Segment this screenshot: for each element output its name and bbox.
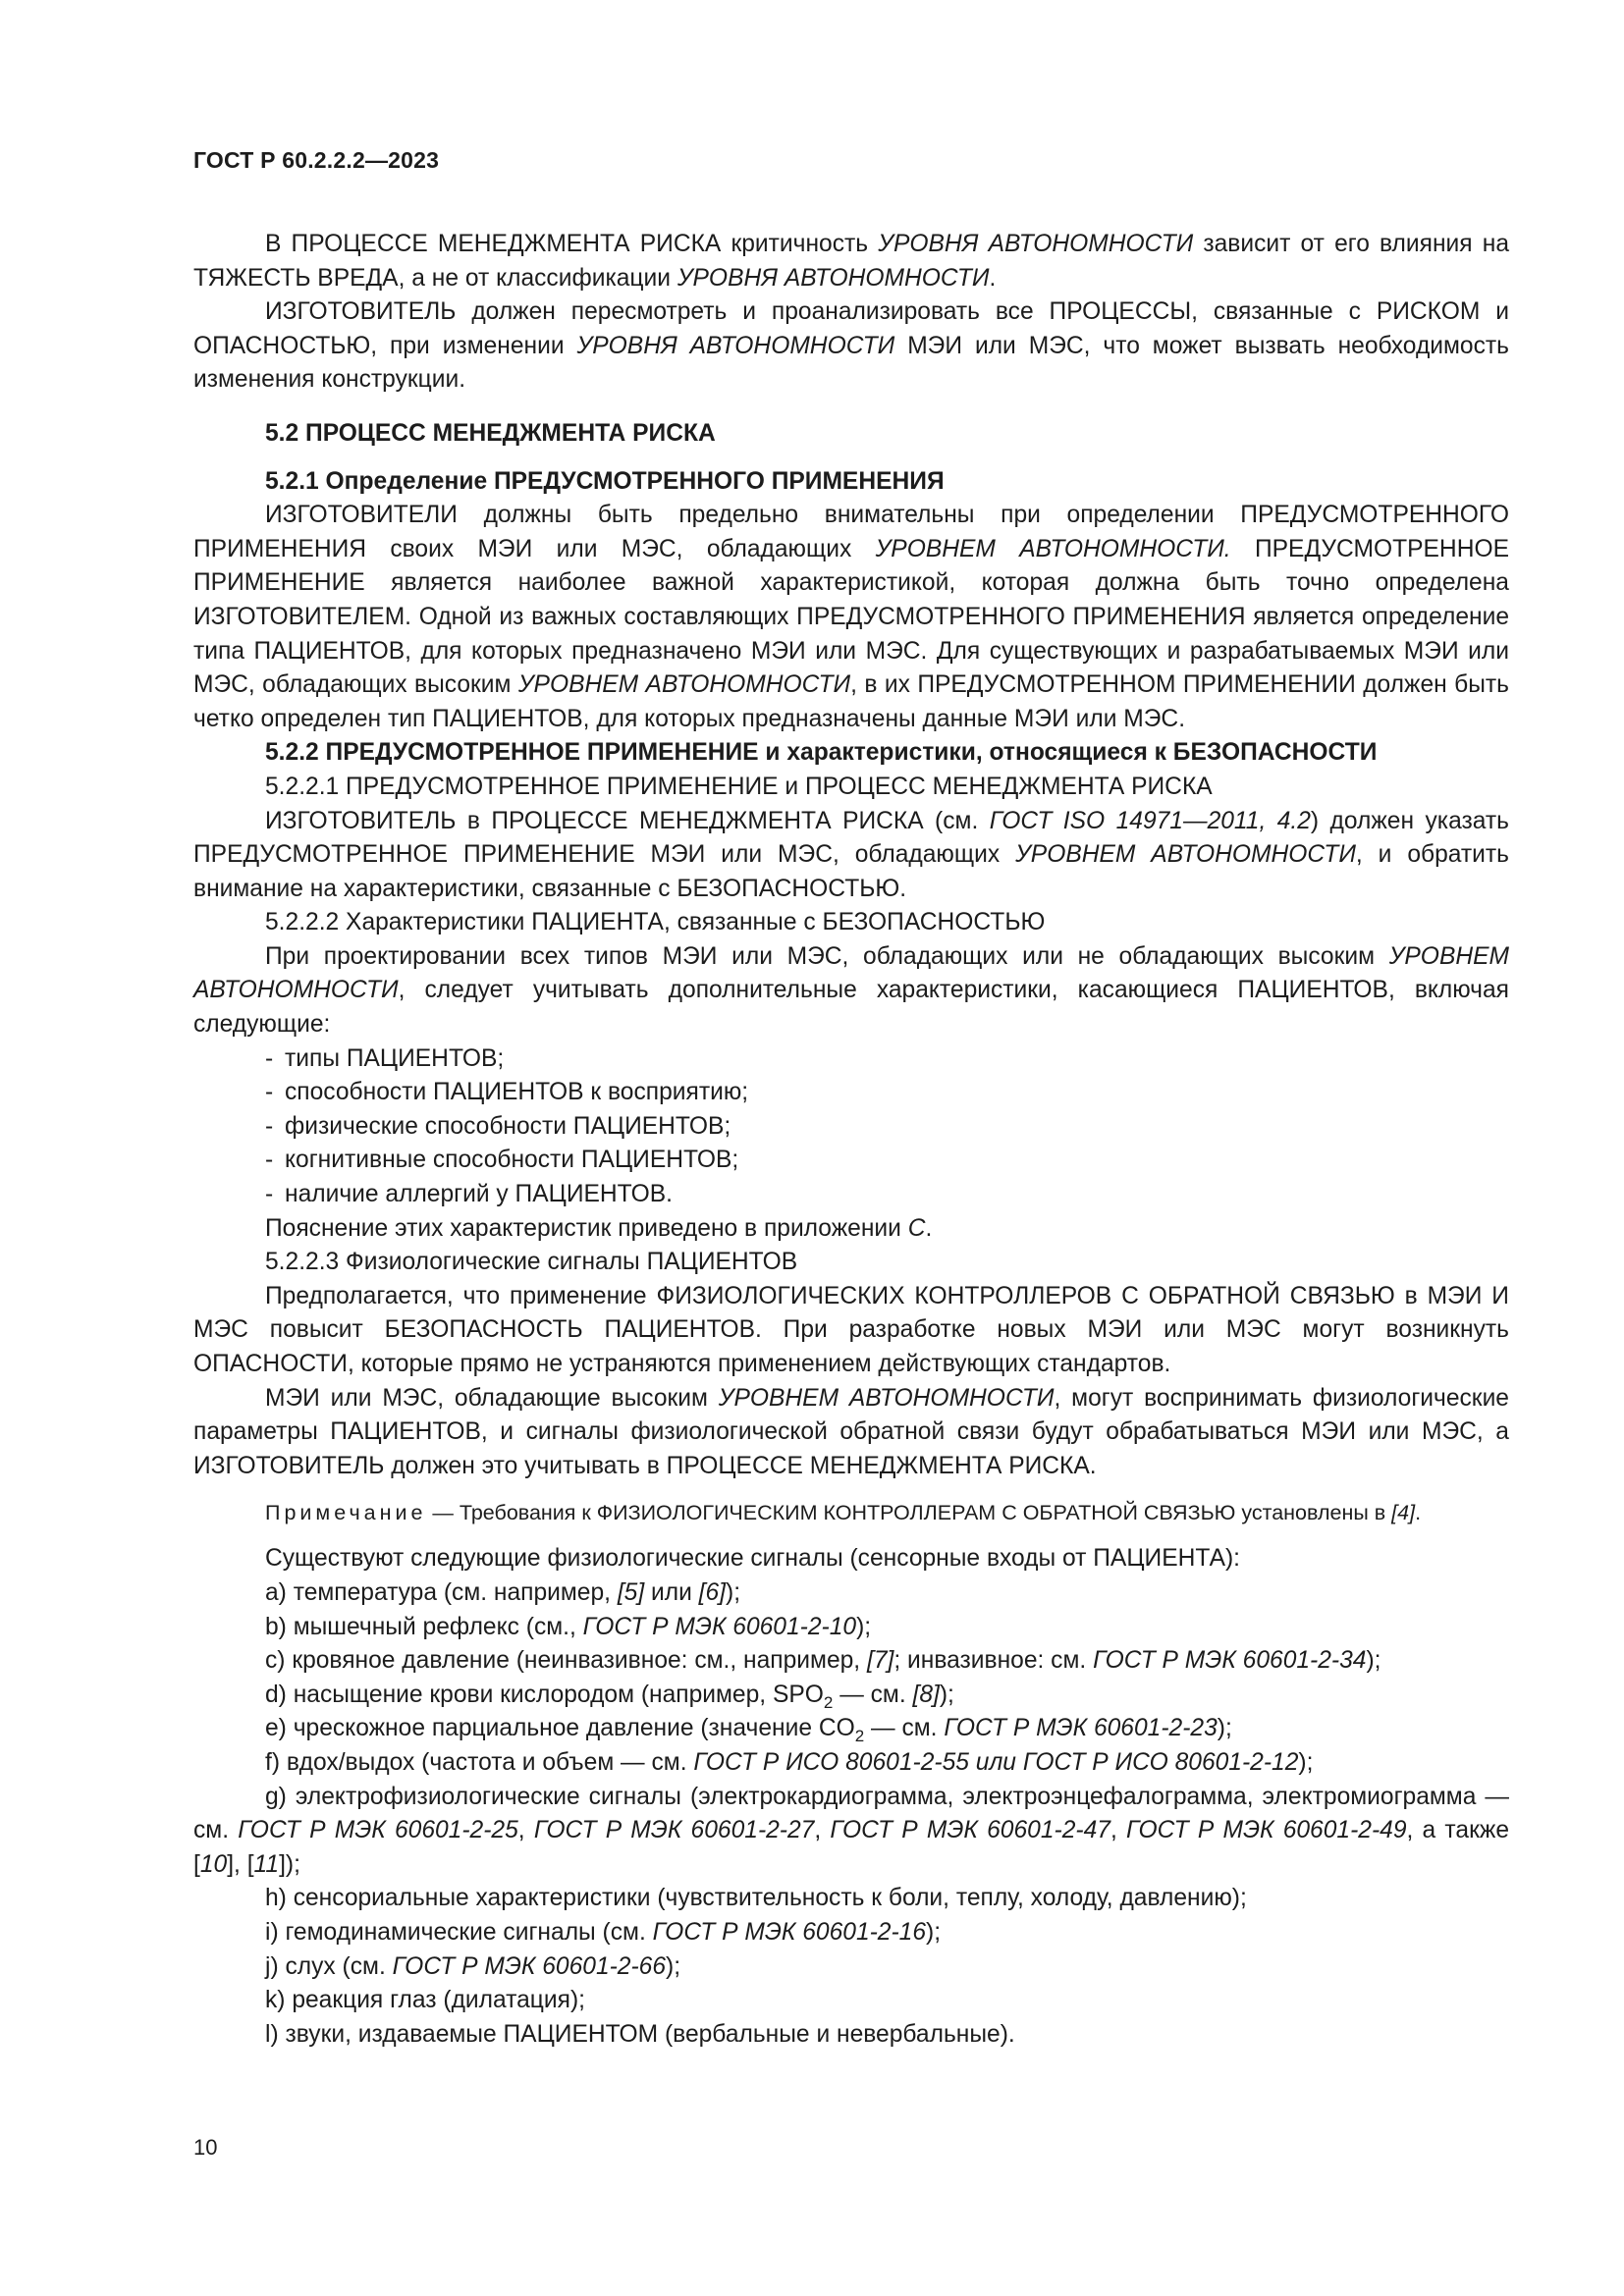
note: Примечание — Требования к ФИЗИОЛОГИЧЕСКИМ КОНТРОЛЛЕРАМ С ОБРАТНОЙ СВЯЗЬЮ установлены в [4]. (265, 1501, 1422, 1525)
subsection-heading-5-2-2-1: 5.2.2.1 ПРЕДУСМОТРЕННОЕ ПРИМЕНЕНИЕ и ПРОЦЕСС МЕНЕДЖМЕНТА РИСКА (265, 773, 1213, 800)
list-item: j) слух (см. ГОСТ Р МЭК 60601-2-66); (265, 1952, 681, 1980)
paragraph: ИЗГОТОВИТЕЛИ должны быть предельно внимательны при определении ПРЕДУСМОТРЕННОГО ПРИМЕНЕНИЯ своих МЭИ или МЭС, обладающих УРОВНЕМ АВТОНОМНОСТИ. ПРЕДУСМОТРЕННОЕ ПРИМЕНЕНИЕ является наиболее важной характеристикой, которая должна быть точно определена ИЗГОТОВИТЕЛЕМ. Одной из важных составляющих ПРЕДУСМОТРЕННОГО ПРИМЕНЕНИЯ является определение типа ПАЦИЕНТОВ, для которых предназначено МЭИ или МЭС. Для существующих и разрабатываемых МЭИ или МЭС, обладающих высоким УРОВНЕМ АВТОНОМНОСТИ, в их ПРЕДУСМОТРЕННОМ ПРИМЕНЕНИИ должен быть четко определен тип ПАЦИЕНТОВ, для которых предназначены данные МЭИ или МЭС. (193, 502, 1509, 732)
paragraph: ИЗГОТОВИТЕЛЬ должен пересмотреть и проанализировать все ПРОЦЕССЫ, связанные с РИСКОМ и ОПАСНОСТЬЮ, при изменении УРОВНЯ АВТОНОМНОСТИ МЭИ или МЭС, что может вызвать необходимость изменения конструкции. (193, 298, 1509, 394)
list-item: e) чрескожное парциальное давление (значение $CO_2$ — см. ГОСТ Р МЭК 60601-2-23); (265, 1715, 1232, 1746)
document-header: ГОСТ Р 60.2.2.2—2023 (193, 147, 440, 173)
list-item: - когнитивные способности ПАЦИЕНТОВ; (265, 1147, 739, 1174)
list-item: k) реакция глаз (дилатация); (265, 1987, 585, 2014)
list-item: d) насыщение крови кислородом (например, $SPO_2$ — см. [8]); (265, 1681, 954, 1712)
page-number: 10 (193, 2135, 218, 2160)
list-item: f) вдох/выдох (частота и объем — см. ГОСТ Р ИСО 80601-2-55 или ГОСТ Р ИСО 80601-2-12); (265, 1748, 1314, 1776)
section-heading-5-2-2: 5.2.2 ПРЕДУСМОТРЕННОЕ ПРИМЕНЕНИЕ и характеристики, относящиеся к БЕЗОПАСНОСТИ (265, 739, 1378, 767)
list-item: h) сенсориальные характеристики (чувствительность к боли, теплу, холоду, давлению); (265, 1885, 1247, 1912)
paragraph: ИЗГОТОВИТЕЛЬ в ПРОЦЕССЕ МЕНЕДЖМЕНТА РИСКА (см. ГОСТ ISO 14971—2011, 4.2) должен указать ПРЕДУСМОТРЕННОЕ ПРИМЕНЕНИЕ МЭИ или МЭС, обладающих УРОВНЕМ АВТОНОМНОСТИ, и обратить внимание на характеристики, связанные с БЕЗОПАСНОСТЬЮ. (193, 807, 1509, 902)
list-item: b) мышечный рефлекс (см., ГОСТ Р МЭК 60601-2-10); (265, 1613, 872, 1640)
list-item: l) звуки, издаваемые ПАЦИЕНТОМ (вербальные и невербальные). (265, 2020, 1015, 2048)
paragraph: МЭИ или МЭС, обладающие высоким УРОВНЕМ АВТОНОМНОСТИ, могут воспринимать физиологические параметры ПАЦИЕНТОВ, и сигналы физиологической обратной связи будут обрабатываться МЭИ или МЭС, а ИЗГОТОВИТЕЛЬ должен это учитывать в ПРОЦЕССЕ МЕНЕДЖМЕНТА РИСКА. (193, 1384, 1509, 1479)
subsection-heading-5-2-2-2: 5.2.2.2 Характеристики ПАЦИЕНТА, связанные с БЕЗОПАСНОСТЬЮ (265, 909, 1046, 936)
subsection-heading-5-2-2-3: 5.2.2.3 Физиологические сигналы ПАЦИЕНТОВ (265, 1249, 798, 1276)
section-heading-5-2-1: 5.2.1 Определение ПРЕДУСМОТРЕННОГО ПРИМЕНЕНИЯ (265, 467, 945, 495)
paragraph: Существуют следующие физиологические сигналы (сенсорные входы от ПАЦИЕНТА): (265, 1545, 1241, 1573)
list-item: - наличие аллергий у ПАЦИЕНТОВ. (265, 1181, 673, 1208)
document-body (193, 228, 1509, 2052)
paragraph: Пояснение этих характеристик приведено в приложении С. (265, 1214, 933, 1242)
note-label: Примечание (265, 1501, 427, 1525)
paragraph: При проектировании всех типов МЭИ или МЭС, обладающих или не обладающих высоким УРОВНЕМ АВТОНОМНОСТИ, следует учитывать дополнительные характеристики, касающиеся ПАЦИЕНТОВ, включая следующие: (193, 942, 1509, 1039)
list-item: - физические способности ПАЦИЕНТОВ; (265, 1112, 731, 1140)
list-item: a) температура (см. например, [5] или [6]); (265, 1578, 741, 1606)
section-heading-5-2: 5.2 ПРОЦЕСС МЕНЕДЖМЕНТА РИСКА (265, 419, 716, 447)
list-item: - способности ПАЦИЕНТОВ к восприятию; (265, 1079, 749, 1106)
list-item: g) электрофизиологические сигналы (электрокардиограмма, электроэнцефалограмма, электромиограмма — см. ГОСТ Р МЭК 60601-2-25, ГОСТ Р МЭК 60601-2-27, ГОСТ Р МЭК 60601-2-47, ГОСТ Р МЭК 60601-2-49, а также [10], [11]); (193, 1783, 1509, 1878)
list-item: c) кровяное давление (неинвазивное: см., например, [7]; инвазивное: см. ГОСТ Р МЭК 60601-2-34); (265, 1647, 1381, 1675)
list-item: i) гемодинамические сигналы (см. ГОСТ Р МЭК 60601-2-16); (265, 1918, 942, 1946)
paragraph: В ПРОЦЕССЕ МЕНЕДЖМЕНТА РИСКА критичность УРОВНЯ АВТОНОМНОСТИ зависит от его влияния на ТЯЖЕСТЬ ВРЕДА, а не от классификации УРОВНЯ АВТОНОМНОСТИ. (193, 231, 1509, 292)
paragraph: Предполагается, что применение ФИЗИОЛОГИЧЕСКИХ КОНТРОЛЛЕРОВ С ОБРАТНОЙ СВЯЗЬЮ в МЭИ И МЭС повысит БЕЗОПАСНОСТЬ ПАЦИЕНТОВ. При разработке новых МЭИ или МЭС могут возникнуть ОПАСНОСТИ, которые прямо не устраняются применением действующих стандартов. (193, 1282, 1509, 1377)
list-item: - типы ПАЦИЕНТОВ; (265, 1044, 505, 1072)
